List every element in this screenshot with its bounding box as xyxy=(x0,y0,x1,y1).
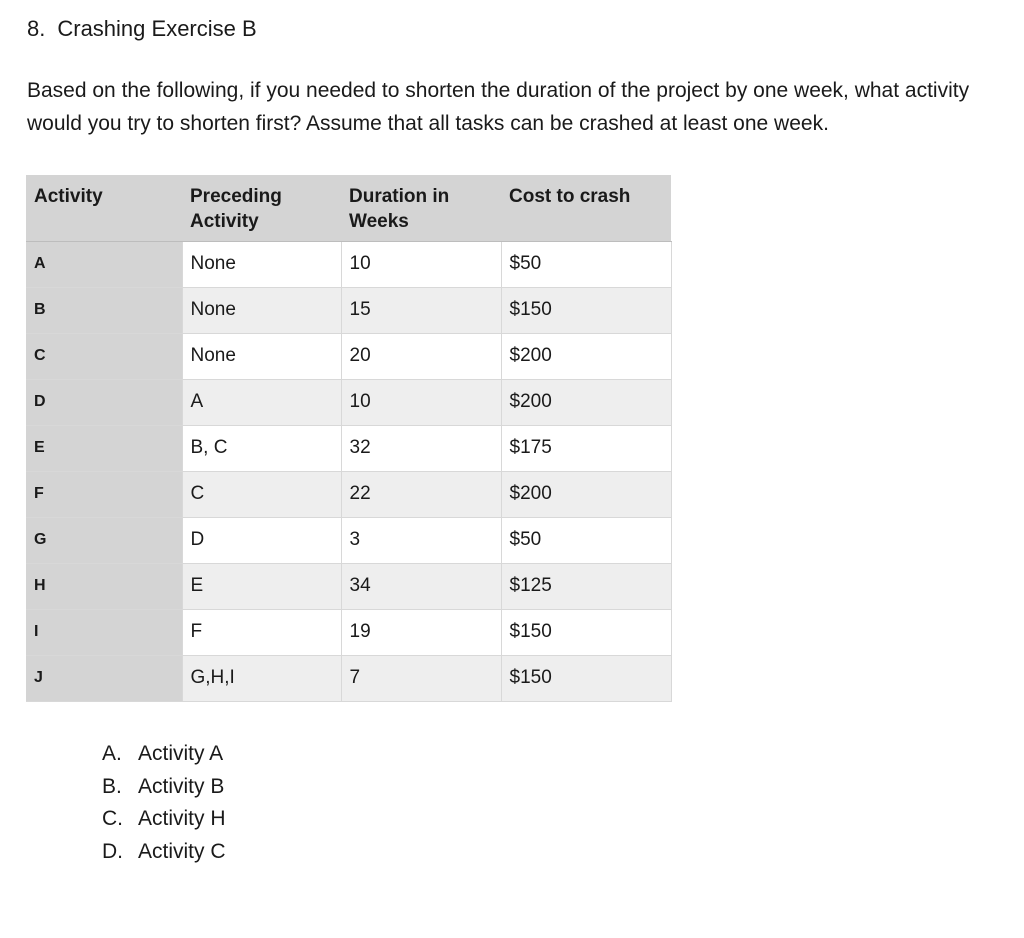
answer-options xyxy=(102,738,226,868)
preceding-cell: E xyxy=(182,563,341,609)
cost-cell: $150 xyxy=(501,287,671,333)
activity-cell: G xyxy=(26,517,182,563)
table-row xyxy=(26,425,671,471)
cost-cell: $50 xyxy=(501,517,671,563)
option-a[interactable] xyxy=(102,738,226,771)
activity-cell: E xyxy=(26,425,182,471)
option-letter: B. xyxy=(102,774,122,798)
question-number: 8. xyxy=(27,16,46,41)
option-letter: C. xyxy=(102,807,123,830)
cost-cell: $150 xyxy=(501,655,671,701)
header-activity: Activity xyxy=(26,175,182,241)
cost-cell: $150 xyxy=(501,609,671,655)
table-row xyxy=(26,655,671,701)
duration-cell: 20 xyxy=(341,333,501,379)
duration-cell: 22 xyxy=(341,471,501,517)
activity-cell: A xyxy=(26,241,182,287)
option-letter: D. xyxy=(102,839,123,863)
duration-cell: 10 xyxy=(341,241,501,287)
preceding-cell: None xyxy=(182,287,341,333)
duration-cell: 19 xyxy=(341,609,501,655)
table-row xyxy=(26,471,671,517)
preceding-cell: C xyxy=(182,471,341,517)
cost-cell: $50 xyxy=(501,241,671,287)
option-b[interactable] xyxy=(102,771,226,804)
preceding-cell: None xyxy=(182,241,341,287)
duration-cell: 7 xyxy=(341,655,501,701)
activity-cell: F xyxy=(26,471,182,517)
table-row xyxy=(26,379,671,425)
duration-cell: 3 xyxy=(341,517,501,563)
preceding-cell: F xyxy=(182,609,341,655)
option-text: Activity B xyxy=(138,774,225,798)
table-row xyxy=(26,517,671,563)
header-preceding-activity: Preceding Activity xyxy=(182,175,341,241)
duration-cell: 32 xyxy=(341,425,501,471)
activity-cell: C xyxy=(26,333,182,379)
cost-cell: $200 xyxy=(501,333,671,379)
option-d[interactable] xyxy=(102,836,226,869)
activity-table xyxy=(26,175,672,702)
preceding-cell: None xyxy=(182,333,341,379)
table-row xyxy=(26,241,671,287)
activity-cell: J xyxy=(26,655,182,701)
option-text: Activity H xyxy=(138,807,226,830)
duration-cell: 34 xyxy=(341,563,501,609)
activity-cell: D xyxy=(26,379,182,425)
cost-cell: $175 xyxy=(501,425,671,471)
table-row xyxy=(26,333,671,379)
table-header-row xyxy=(26,175,671,241)
activity-cell: H xyxy=(26,563,182,609)
table-row xyxy=(26,287,671,333)
option-text: Activity C xyxy=(138,839,226,863)
table-row xyxy=(26,609,671,655)
duration-cell: 10 xyxy=(341,379,501,425)
activity-cell: B xyxy=(26,287,182,333)
preceding-cell: G,H,I xyxy=(182,655,341,701)
table-row xyxy=(26,563,671,609)
question-title: Crashing Exercise B xyxy=(57,16,257,41)
preceding-cell: B, C xyxy=(182,425,341,471)
header-duration: Duration in Weeks xyxy=(341,175,501,241)
cost-cell: $200 xyxy=(501,471,671,517)
option-text: Activity A xyxy=(138,742,224,765)
preceding-cell: A xyxy=(182,379,341,425)
option-letter: A. xyxy=(102,742,122,765)
option-c[interactable] xyxy=(102,803,226,836)
activity-cell: I xyxy=(26,609,182,655)
preceding-cell: D xyxy=(182,517,341,563)
cost-cell: $200 xyxy=(501,379,671,425)
question-heading xyxy=(27,15,257,43)
duration-cell: 15 xyxy=(341,287,501,333)
question-prompt: Based on the following, if you needed to shorten the duration of the project by one week, what activity would you try to shorten first? Assume that all tasks can be crashed at least one week. xyxy=(27,79,970,135)
header-cost-to-crash: Cost to crash xyxy=(501,175,671,241)
cost-cell: $125 xyxy=(501,563,671,609)
